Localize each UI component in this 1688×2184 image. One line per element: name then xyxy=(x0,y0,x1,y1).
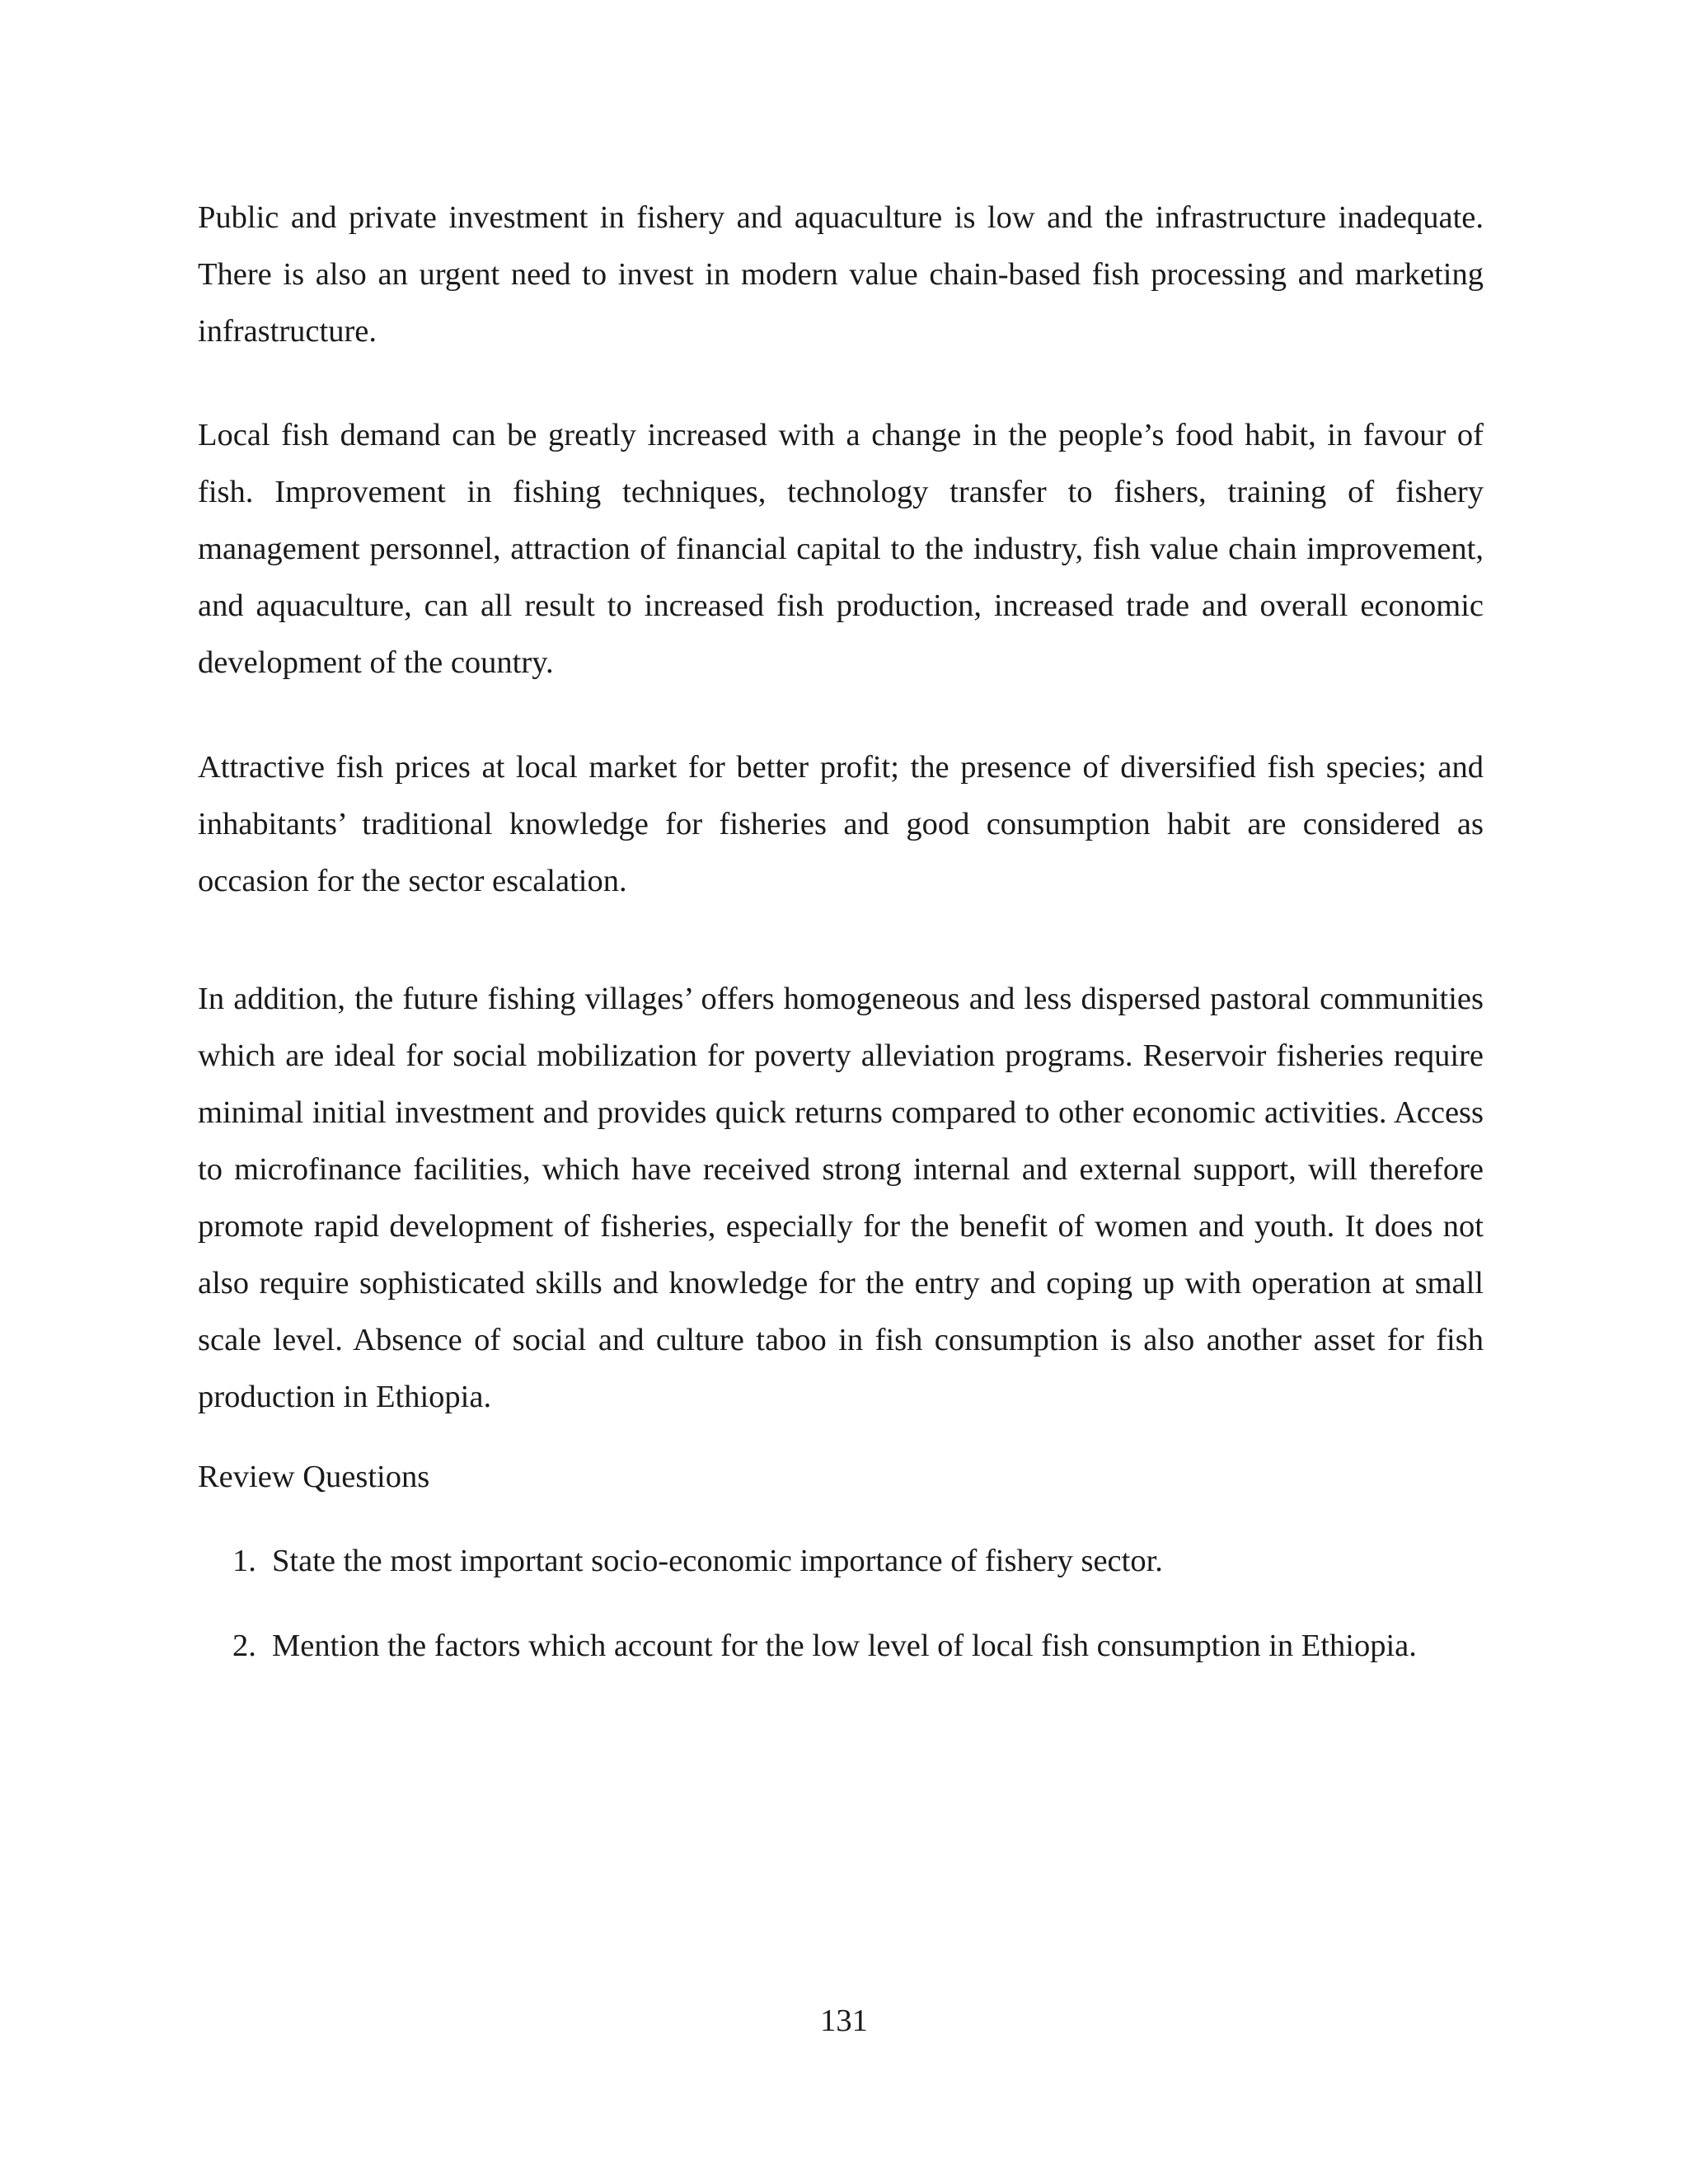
review-question-item xyxy=(232,1533,1163,1590)
paragraph-local-fish-demand: Local fish demand can be greatly increased with a change in the people’s food habit, in favour of fish. Improvement in fishing techniques, technology transfer to fishers, training of fishery management personnel, attraction of financial capital to the industry, fish value chain improvement, and aquaculture, can all result to increased fish production, increased trade and overall economic development of the country. xyxy=(198,418,1484,680)
question-text: State the most important socio-economic importance of fishery sector. xyxy=(272,1544,1163,1578)
question-number: 1. xyxy=(232,1544,256,1578)
review-question-item xyxy=(232,1618,1417,1675)
question-number: 2. xyxy=(232,1629,256,1663)
paragraph-investment: Public and private investment in fishery and aquaculture is low and the infrastructure inadequate. There is also an urgent need to invest in modern value chain-based fish processing and marketing infrastructure. xyxy=(198,200,1484,349)
page-number: 131 xyxy=(820,2004,868,2038)
paragraph-fish-prices: Attractive fish prices at local market for better profit; the presence of diversified fish species; and inhabitants’ traditional knowledge for fisheries and good consumption habit are considered as occasion for the sector escalation. xyxy=(198,750,1484,898)
paragraph-fishing-villages: In addition, the future fishing villages’ offers homogeneous and less dispersed pastoral communities which are ideal for social mobilization for poverty alleviation programs. Reservoir fisheries require minimal initial investment and provides quick returns compared to other economic activities. Access to microfinance facilities, which have received strong internal and external support, will therefore promote rapid development of fisheries, especially for the benefit of women and youth. It does not also require sophisticated skills and knowledge for the entry and coping up with operation at small scale level. Absence of social and culture taboo in fish consumption is also another asset for fish production in Ethiopia. xyxy=(198,982,1484,1414)
question-text: Mention the factors which account for the low level of local fish consumption in Ethiopia. xyxy=(272,1629,1417,1663)
review-questions-heading: Review Questions xyxy=(198,1460,430,1494)
